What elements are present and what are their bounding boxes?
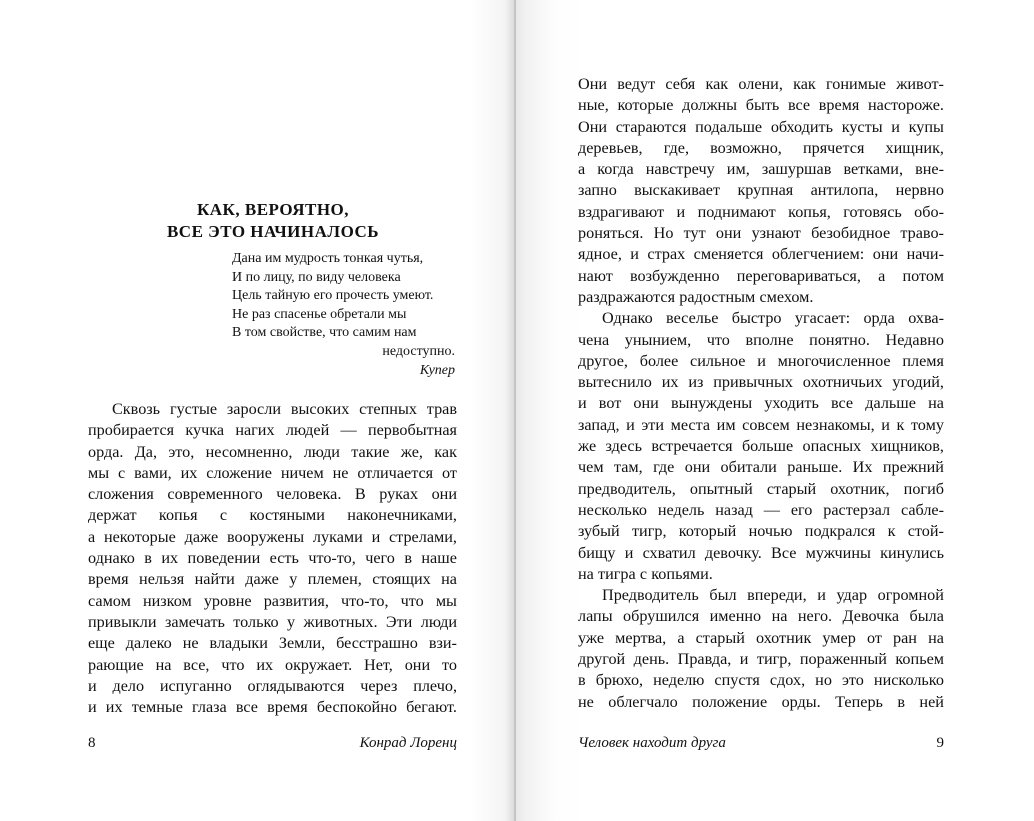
text-line: лапы обрушился именно на него. Девочка была	[578, 607, 944, 626]
text-line: Сквозь густые заросли высоких степных трав	[112, 400, 457, 418]
text-line: время нельзя найти даже у племен, стоящих на	[88, 570, 457, 589]
body-text-right	[578, 74, 944, 713]
text-line: роняться. Но тут они узнают безобидное траво-	[578, 224, 944, 243]
text-line: бищу и схватил девочку. Все мужчины кинулись	[578, 543, 944, 562]
epigraph-line: Дана им мудрость тонкая чутья,	[232, 251, 424, 266]
page-number-left: 8	[88, 735, 96, 751]
text-line: запно выскакивает крупная антилопа, нервно	[578, 181, 944, 200]
text-line: и вот они вынуждены уходить все дальше на	[578, 394, 944, 413]
running-head-right: Человек находит друга	[578, 735, 726, 751]
text-line: раздражаются радостным смехом.	[578, 287, 814, 306]
text-line: а когда навстречу им, зашуршав ветками, вне-	[578, 160, 944, 179]
text-line: другой день. Правда, и тигр, пораженный копьем	[578, 650, 944, 669]
text-line: а некоторые даже вооружены луками и стрелами,	[88, 527, 457, 546]
text-line: Они ведут себя как олени, как гонимые живот-	[578, 75, 944, 93]
text-line: держат копья с костяными наконечниками,	[88, 506, 457, 525]
chapter-title-line: ВСЕ ЭТО НАЧИНАЛОСЬ	[166, 222, 380, 241]
right-page	[515, 0, 1034, 821]
text-line: привыкли замечать только у животных. Эти люди	[88, 612, 457, 631]
body-text-left	[88, 399, 457, 718]
text-line: чена унынием, что вполне понятно. Недавно	[578, 330, 944, 349]
text-line: зубый тигр, который ночью подкрался к стой-	[578, 522, 944, 541]
text-line: деревьев, где, возможно, прячется хищник,	[578, 138, 944, 157]
text-line: и дело испуганно оглядываются через плечо,	[88, 676, 457, 695]
text-line: запад, и эти места им совсем незнакомы, и к тому	[578, 415, 944, 434]
text-line: орда. Да, это, несомненно, люди такие же, как	[88, 442, 457, 461]
text-line: чем там, где они обитали раньше. Их прежний	[578, 458, 944, 477]
chapter-title	[88, 199, 458, 243]
epigraph-line: Не раз спасенье обретали мы	[232, 306, 407, 322]
text-line: однако в их поведении есть что-то, чего в наше	[88, 549, 457, 568]
text-line: Они стараются подальше обходить кусты и купы	[578, 117, 944, 136]
text-line: ядное, и страх сменяется облегчением: они начи-	[578, 245, 944, 264]
text-line: Однако веселье быстро угасает: орда охва-	[602, 309, 944, 328]
text-line: на тигра с копьями.	[578, 564, 713, 583]
text-line: уже мертва, а старый охотник умер от ран на	[578, 628, 944, 647]
book-spine	[514, 0, 516, 821]
text-line: еще далеко не владыки Земли, бесстрашно взи-	[88, 634, 457, 653]
text-line: пробирается кучка нагих людей — первобытная	[88, 421, 457, 440]
text-line: предводитель, опытный старый охотник, погиб	[578, 479, 944, 498]
epigraph-line: В том свойстве, что самим нам	[232, 325, 417, 341]
text-line: другое, более сильное и многочисленное племя	[578, 351, 944, 370]
epigraph-line: Цель тайную его прочесть умеют.	[232, 288, 434, 304]
text-line: нают возбужденно переговариваться, а потом	[578, 266, 944, 285]
running-head-left: Конрад Лоренц	[359, 735, 457, 751]
text-line: же здесь встречается больше опасных хищников,	[578, 437, 944, 456]
epigraph-line: И по лицу, по виду человека	[232, 269, 401, 285]
text-line: самом низком уровне развития, что-то, что мы	[88, 591, 457, 610]
left-page	[0, 0, 515, 821]
text-line: вздрагивают и поднимают копья, готовясь обо-	[578, 202, 944, 221]
text-line: сложения современного человека. В руках они	[88, 485, 457, 504]
page-number-right: 9	[936, 735, 944, 751]
text-line: мы с вами, их сложение ничем не отличается от	[88, 463, 457, 482]
text-line: рающие на все, что их окружает. Нет, они то	[88, 655, 457, 674]
text-line: не облегчало положение орды. Теперь в ней	[578, 692, 944, 711]
epigraph	[232, 250, 455, 380]
text-line: и их темные глаза все время беспокойно бегают.	[88, 698, 457, 717]
text-line: ные, которые должны быть все время настороже.	[578, 96, 944, 115]
epigraph-line: недоступно.	[382, 343, 455, 359]
epigraph-author: Купер	[419, 362, 455, 378]
text-line: Предводитель был впереди, и удар огромной	[602, 586, 944, 605]
chapter-title-line: КАК, ВЕРОЯТНО,	[196, 200, 350, 219]
text-line: вытеснило их из привычных охотничьих угодий,	[578, 373, 944, 392]
text-line: в брюхо, неделю спустя сдох, но это нисколько	[578, 671, 944, 690]
text-line: несколько недель назад — его растерзал сабле-	[578, 500, 944, 519]
